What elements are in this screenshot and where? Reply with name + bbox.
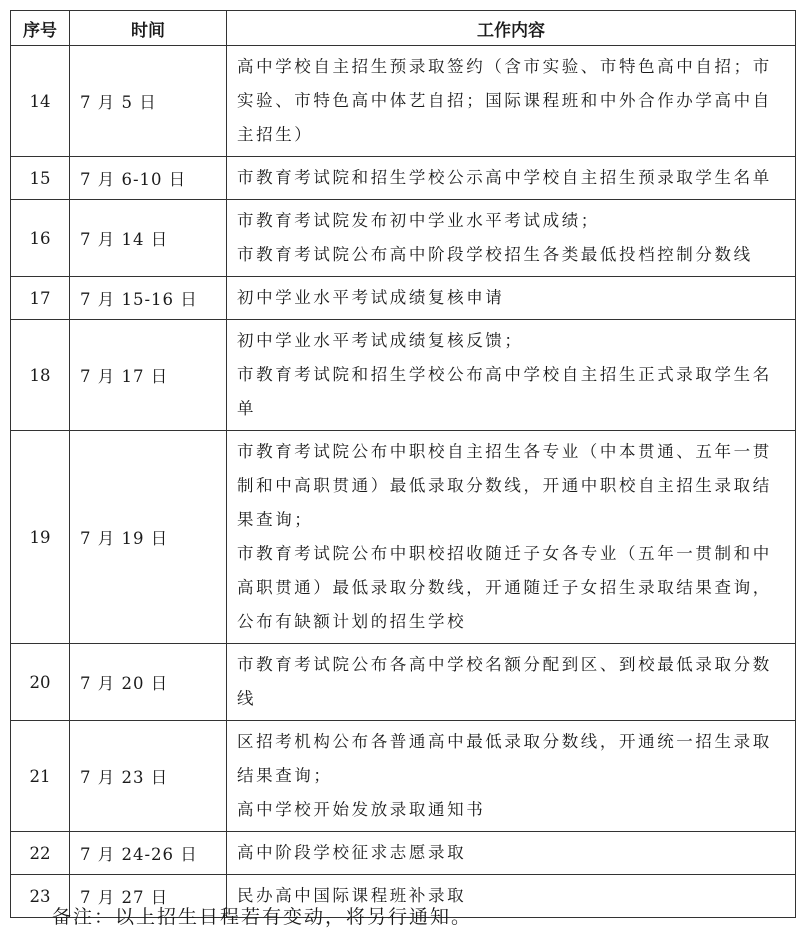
row-date: 7 月 15-16 日 [70,277,227,320]
row-content [227,157,796,200]
content-line: 高中学校自主招生预录取签约（含市实验、市特色高中自招；市实验、市特色高中体艺自招；国际课程班和中外合作办学高中自主招生） [237,57,772,144]
row-index: 18 [11,320,70,431]
content-line: 市教育考试院和招生学校公布高中学校自主招生正式录取学生名单 [237,365,772,418]
content-line: 区招考机构公布各普通高中最低录取分数线，开通统一招生录取结果查询； [237,732,772,785]
row-index: 21 [11,721,70,832]
row-content [227,644,796,721]
content-line: 民办高中国际课程班补录取 [237,886,467,905]
table-row [11,277,796,320]
row-index: 19 [11,431,70,644]
footnote: 备注：以上招生日程若有变动，将另行通知。 [52,906,473,928]
row-index: 22 [11,832,70,875]
row-content [227,46,796,157]
row-date: 7 月 24-26 日 [70,832,227,875]
row-date: 7 月 23 日 [70,721,227,832]
content-line: 市教育考试院发布初中学业水平考试成绩； [237,211,600,230]
content-line: 高中学校开始发放录取通知书 [237,800,486,819]
row-index: 14 [11,46,70,157]
row-content [227,721,796,832]
row-content [227,200,796,277]
row-date: 7 月 5 日 [70,46,227,157]
content-line: 市教育考试院公布中职校自主招生各专业（中本贯通、五年一贯制和中高职贯通）最低录取分数线，开通中职校自主招生录取结果查询； [237,442,772,529]
table-row [11,721,796,832]
row-date: 7 月 19 日 [70,431,227,644]
row-index: 15 [11,157,70,200]
content-line: 初中学业水平考试成绩复核申请 [237,288,505,307]
header-time: 时间 [70,11,227,46]
table-row [11,832,796,875]
table-row [11,644,796,721]
content-line: 市教育考试院公布各高中学校名额分配到区、到校最低录取分数线 [237,655,772,708]
header-index: 序号 [11,11,70,46]
row-date: 7 月 17 日 [70,320,227,431]
row-index: 17 [11,277,70,320]
row-content [227,832,796,875]
header-content: 工作内容 [227,11,796,46]
row-index: 23 [11,875,70,918]
row-index: 16 [11,200,70,277]
table-row [11,431,796,644]
row-date: 7 月 6-10 日 [70,157,227,200]
row-index: 20 [11,644,70,721]
content-line: 市教育考试院公布高中阶段学校招生各类最低投档控制分数线 [237,245,753,264]
content-line: 市教育考试院公布中职校招收随迁子女各专业（五年一贯制和中高职贯通）最低录取分数线，开通随迁子女招生录取结果查询，公布有缺额计划的招生学校 [237,544,772,631]
row-date: 7 月 14 日 [70,200,227,277]
row-date: 7 月 20 日 [70,644,227,721]
table-row [11,200,796,277]
table-header-row [11,11,796,46]
content-line: 高中阶段学校征求志愿录取 [237,843,467,862]
schedule-table [10,10,796,918]
content-line: 市教育考试院和招生学校公示高中学校自主招生预录取学生名单 [237,168,772,187]
row-content [227,277,796,320]
content-line: 初中学业水平考试成绩复核反馈； [237,331,524,350]
row-content [227,431,796,644]
table-row [11,320,796,431]
table-row [11,157,796,200]
row-content [227,320,796,431]
row-date: 7 月 27 日 [70,875,227,918]
table-row [11,46,796,157]
